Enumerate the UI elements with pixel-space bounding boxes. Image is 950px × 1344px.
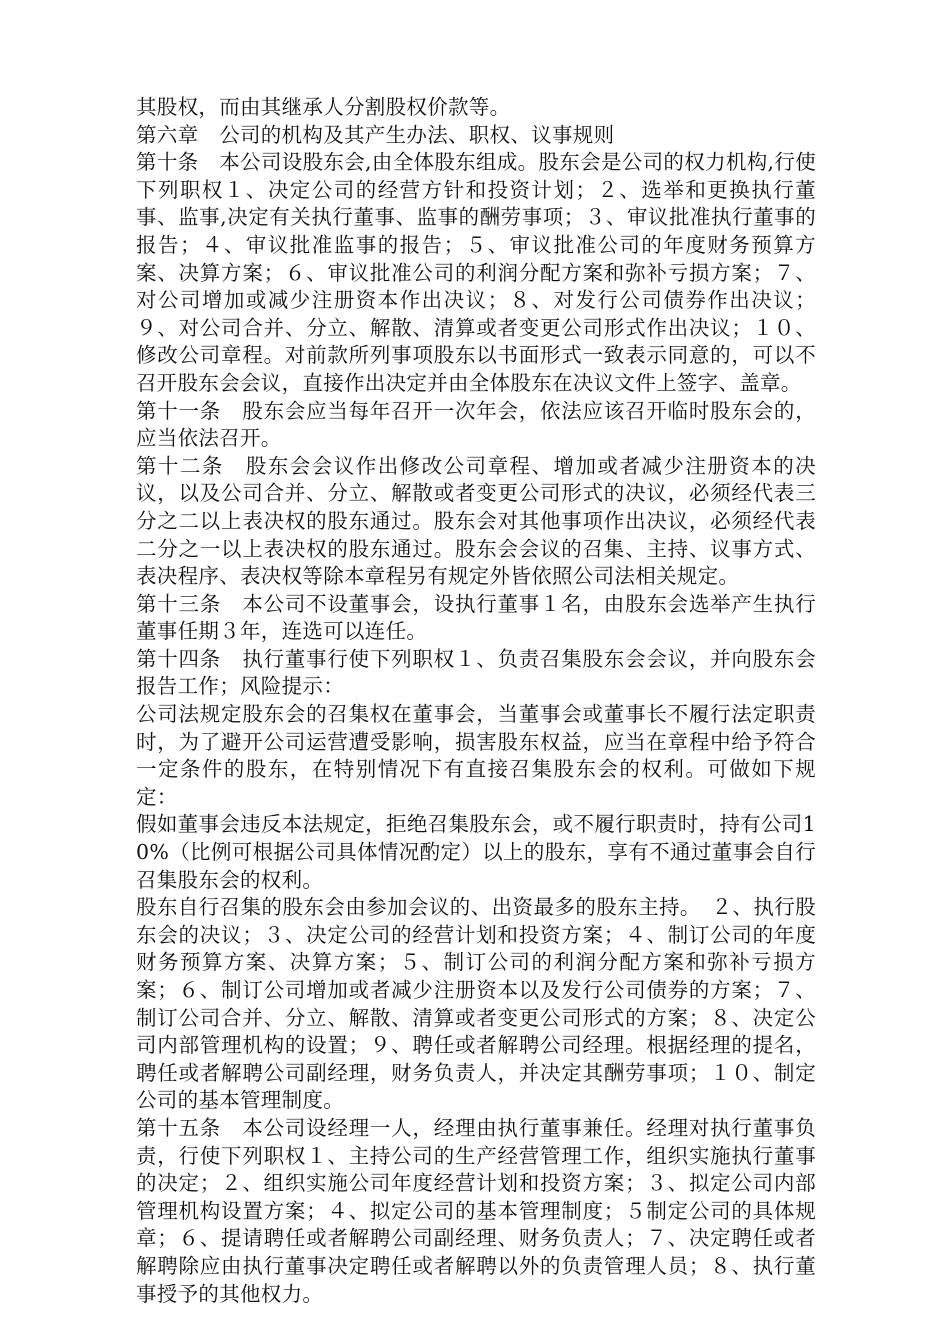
article-13: 第十三条 本公司不设董事会，设执行董事１名，由股东会选举产生执行董事任期３年，连选可以连任。	[136, 591, 816, 644]
risk-note-provision: 假如董事会违反本法规定，拒绝召集股东会，或不履行职责时，持有公司10%（比例可根据公司具体情况酌定）以上的股东，享有不通过董事会自行召集股东会的权利。	[136, 812, 816, 892]
chapter-6-heading: 第六章 公司的机构及其产生办法、职权、议事规则	[136, 122, 615, 147]
article-15: 第十五条 本公司设经理一人，经理由执行董事兼任。经理对执行董事负责，行使下列职权１、主持公司的生产经营管理工作，组织实施执行董事的决定；２、组织实施公司年度经营计划和投资方案；３、拟定公司内部管理机构设置方案；４、拟定公司的基本管理制度；５制定公司的具体规章；６、提请聘任或者解聘公司副经理、财务负责人；７、决定聘任或者解聘除应由执行董事决定聘任或者解聘以外的负责管理人员；８、执行董事授予的其他权力。	[136, 1115, 816, 1306]
document-page	[136, 94, 816, 1308]
article-14-continued: 股东自行召集的股东会由参加会议的、出资最多的股东主持。 ２、执行股东会的决议；３、决定公司的经营计划和投资方案；４、制订公司的年度财务预算方案、决算方案；５、制订公司的利润分配方案和弥补亏损方案；６、制订公司增加或者减少注册资本以及发行公司债券的方案；７、制订公司合并、分立、解散、清算或者变更公司形式的方案；８、决定公司内部管理机构的设置；９、聘任或者解聘公司经理。根据经理的提名，聘任或者解聘公司副经理，财务负责人，并决定其酬劳事项；１０、制定公司的基本管理制度。	[136, 895, 816, 1113]
article-14: 第十四条 执行董事行使下列职权１、负责召集股东会会议，并向股东会报告工作；风险提示：	[136, 646, 816, 699]
article-11: 第十一条 股东会应当每年召开一次年会，依法应该召开临时股东会的，应当依法召开。	[136, 398, 816, 451]
article-12: 第十二条 股东会会议作出修改公司章程、增加或者减少注册资本的决议，以及公司合并、分立、解散或者变更公司形式的决议，必须经代表三分之二以上表决权的股东通过。股东会对其他事项作出决议，必须经代表二分之一以上表决权的股东通过。股东会会议的召集、主持、议事方式、表决程序、表决权等除本章程另有规定外皆依照公司法相关规定。	[136, 453, 816, 589]
paragraph-inheritance-note: 其股权，而由其继承人分割股权价款等。	[136, 95, 511, 119]
article-10: 第十条 本公司设股东会,由全体股东组成。股东会是公司的权力机构,行使下列职权１、决定公司的经营方针和投资计划；２、选举和更换执行董事、监事,决定有关执行董事、监事的酬劳事项；３、审议批准执行董事的报告；４、审议批准监事的报告；５、审议批准公司的年度财务预算方案、决算方案；６、审议批准公司的利润分配方案和弥补亏损方案；７、对公司增加或减少注册资本作出决议；８、对发行公司债券作出决议；９、对公司合并、分立、解散、清算或者变更公司形式作出决议；１０、修改公司章程。对前款所列事项股东以书面形式一致表示同意的，可以不召开股东会会议，直接作出决定并由全体股东在决议文件上签字、盖章。	[136, 150, 816, 395]
risk-note: 公司法规定股东会的召集权在董事会，当董事会或董事长不履行法定职责时，为了避开公司运营遭受影响，损害股东权益，应当在章程中给予符合一定条件的股东，在特别情况下有直接召集股东会的权利。可做如下规定：	[136, 702, 816, 809]
